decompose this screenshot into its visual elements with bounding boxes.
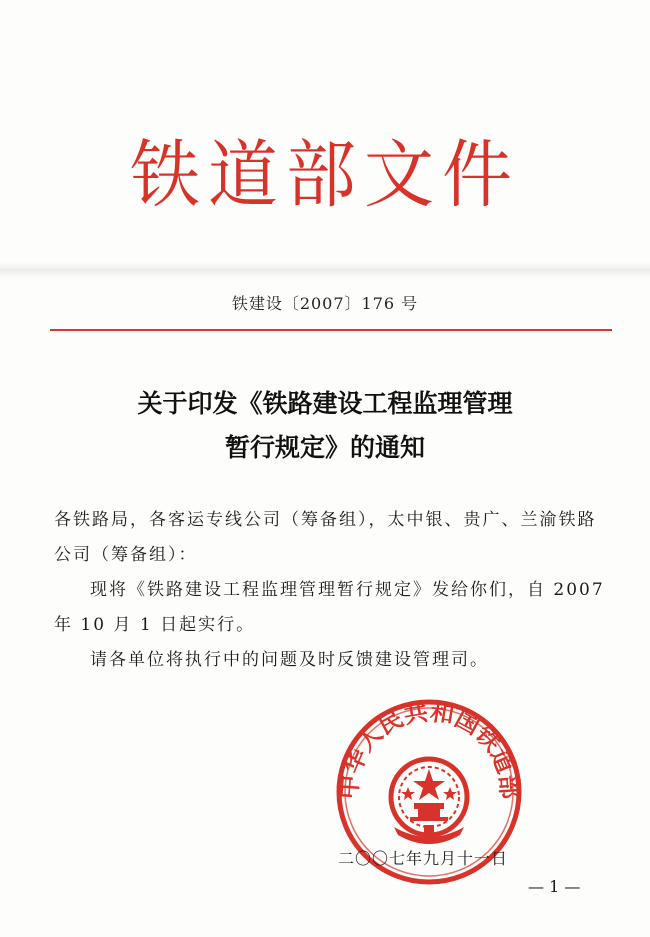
signature-date: 二〇〇七年九月十一日: [338, 849, 509, 868]
national-emblem-icon: [391, 759, 467, 844]
document-title: [0, 382, 650, 470]
red-divider-line: [50, 329, 612, 331]
document-body: [54, 503, 614, 678]
document-title-line-1: 关于印发《铁路建设工程监理管理: [137, 389, 513, 418]
document-number: 铁建设〔2007〕176 号: [231, 294, 419, 313]
body-paragraph-1: 现将《铁路建设工程监理管理暂行规定》发给你们，自 2007 年 10 月 1 日起实行。: [54, 580, 605, 635]
masthead-title: 铁道部文件: [130, 131, 520, 219]
page-number: — 1 —: [528, 877, 581, 896]
scan-fold-shadow: [0, 262, 650, 278]
seal-text: 中华人民共和国铁道部: [334, 697, 524, 800]
document-title-line-2: 暂行规定》的通知: [224, 433, 425, 462]
addressees-paragraph: 各铁路局，各客运专线公司（筹备组），太中银、贵广、兰渝铁路公司（筹备组）：: [54, 510, 597, 565]
body-paragraph-2: 请各单位将执行中的问题及时反馈建设管理司。: [90, 650, 489, 670]
